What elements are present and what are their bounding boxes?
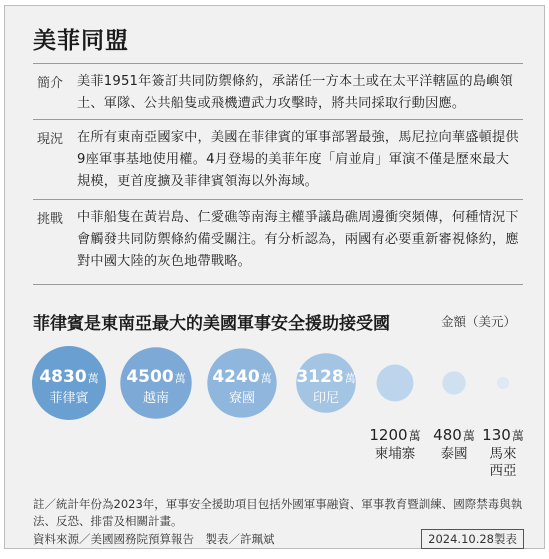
bubble-value-label: 130萬 bbox=[482, 426, 524, 444]
bubble-category-label: 印尼 bbox=[312, 391, 340, 406]
bubble-chart bbox=[5, 331, 544, 481]
bubble-category-label: 柬埔寨 bbox=[374, 446, 416, 462]
bubble-value-label: 1200萬 bbox=[369, 426, 421, 444]
section-label: 現況 bbox=[37, 132, 64, 147]
bubble-value-label: 4830萬 bbox=[39, 367, 99, 387]
date-stamp: 2024.10.28製表 bbox=[421, 529, 524, 549]
section-text: 美菲1951年簽訂共同防禦條約，承諾任一方本土或在太平洋轄區的島嶼領土、軍隊、公共船隻或飛機遭武力攻擊時，將共同採取行動因應。 bbox=[77, 74, 513, 111]
section-label: 挑戰 bbox=[37, 212, 64, 227]
bubble-5 bbox=[442, 371, 465, 394]
bubble-category-label: 西亞 bbox=[489, 463, 517, 479]
chart-unit-label: 金額（美元） bbox=[440, 314, 516, 329]
section-label: 簡介 bbox=[37, 76, 64, 91]
footnote: 註／統計年份為2023年，軍事安全援助項目包括外國軍事融資、軍事教育暨訓練、國際禁毒與執法、反恐、排雷及相關計畫。 bbox=[33, 497, 523, 528]
infographic bbox=[4, 5, 545, 549]
source-credit: 資料來源／美國國務院預算報告 製表／許珮斌 bbox=[33, 532, 275, 546]
section-text: 在所有東南亞國家中，美國在菲律賓的軍事部署最強，馬尼拉向華盛頓提供9座軍事基地使用權。4月登場的美菲年度「肩並肩」軍演不僅是歷來最大規模，更首度擴及菲律賓領海以外海域。 bbox=[77, 130, 519, 189]
bubble-category-label: 馬來 bbox=[489, 446, 517, 462]
bubble-category-label: 越南 bbox=[142, 391, 170, 406]
bubble-category-label: 寮國 bbox=[228, 391, 256, 406]
bubble-value-label: 4500萬 bbox=[126, 367, 186, 387]
bubble-6 bbox=[497, 377, 509, 389]
page-title: 美菲同盟 bbox=[33, 28, 129, 54]
section-text: 中菲船隻在黃岩島、仁愛礁等南海主權爭議島礁周邊衝突頻傳，何種情況下會觸發共同防禦條約備受關注。有分析認為，兩國有必要重新審視條約，應對中國大陸的灰色地帶戰略。 bbox=[77, 210, 519, 269]
bubble-4 bbox=[377, 365, 414, 402]
section-challenge bbox=[33, 199, 523, 285]
bubble-category-label: 菲律賓 bbox=[49, 391, 89, 406]
chart-title: 菲律賓是東南亞最大的美國軍事安全援助接受國 bbox=[33, 314, 390, 334]
bubble-value-label: 480萬 bbox=[433, 426, 475, 444]
bubble-value-label: 4240萬 bbox=[212, 367, 272, 387]
bubble-value-label: 3128萬 bbox=[296, 367, 356, 387]
section-status bbox=[33, 119, 523, 199]
section-intro bbox=[33, 63, 523, 119]
bubble-category-label: 泰國 bbox=[440, 446, 468, 462]
